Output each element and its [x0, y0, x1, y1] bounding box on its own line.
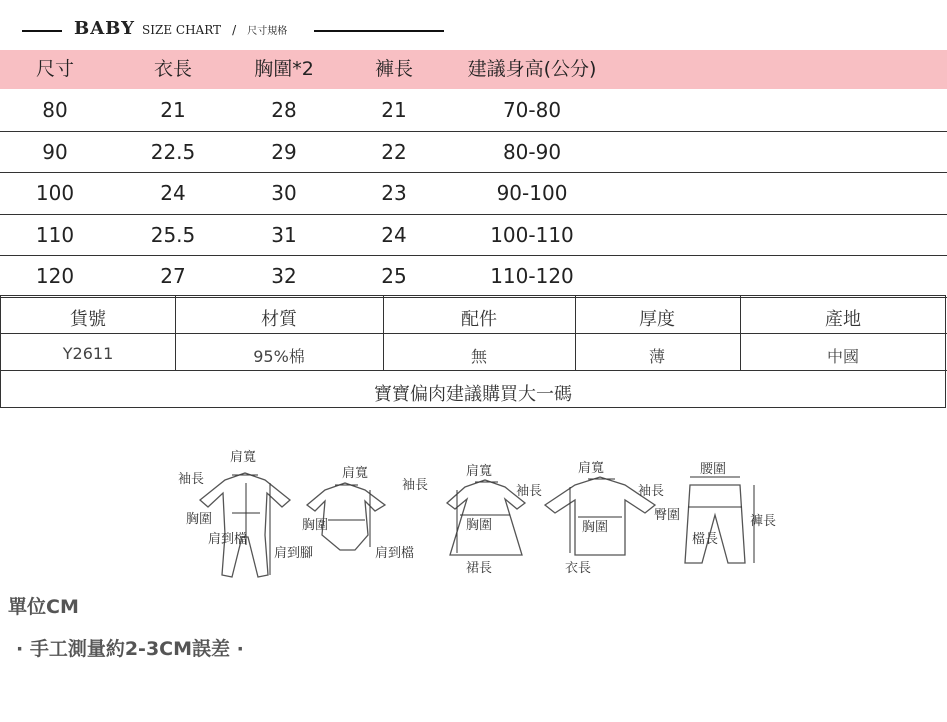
cell-height: 90-100 — [496, 181, 568, 205]
pants-crotch-label: 檔長 — [692, 532, 719, 547]
info-header-material: 材質 — [261, 309, 297, 330]
info-value-origin: 中國 — [826, 347, 860, 366]
header-cn-title: 尺寸規格 — [247, 26, 288, 37]
row-divider — [0, 131, 947, 132]
cell-size: 90 — [42, 139, 68, 164]
info-note: 寶寶偏肉建議購買大一碼 — [374, 384, 572, 405]
cell-size: 100 — [35, 181, 75, 205]
romper-s2foot-label: 肩到腳 — [274, 546, 314, 561]
info-divider — [0, 370, 947, 371]
dress-shoulder-label: 肩寬 — [466, 464, 493, 479]
col-header-chest: 胸圍*2 — [254, 58, 314, 80]
header-rule-right — [314, 30, 444, 32]
info-header-item-no: 貨號 — [70, 309, 106, 330]
measurement-note: · 手工測量約2-3CM誤差 · — [16, 638, 244, 660]
info-value-accessory: 無 — [470, 347, 488, 366]
measurement-diagram — [170, 445, 777, 590]
top-chest-label: 胸圍 — [582, 520, 609, 535]
header-size-chart: SIZE CHART — [142, 23, 222, 37]
header-baby: BABY — [74, 18, 135, 39]
cell-size: 120 — [35, 264, 75, 288]
cell-length: 22.5 — [150, 139, 196, 164]
romper-shoulder-label: 肩寬 — [230, 450, 257, 465]
cell-pants: 22 — [381, 139, 407, 164]
pants-waist-label: 腰圍 — [700, 462, 727, 477]
cell-chest: 32 — [271, 264, 297, 288]
cell-chest: 28 — [271, 98, 297, 122]
bodysuit-shoulder-label: 肩寬 — [342, 466, 369, 481]
pants-outline — [685, 485, 745, 563]
info-divider — [0, 333, 947, 334]
info-col-divider — [575, 295, 576, 371]
pants-hip-label: 臀圍 — [654, 508, 681, 523]
col-header-length: 衣長 — [153, 58, 193, 80]
info-col-divider — [175, 295, 176, 371]
cell-pants: 23 — [381, 181, 407, 205]
cell-chest: 29 — [271, 139, 297, 164]
romper-outline — [200, 473, 290, 577]
info-value-material: 95%棉 — [253, 347, 305, 366]
info-header-accessory: 配件 — [461, 309, 497, 330]
bodysuit-chest-label: 胸圍 — [302, 518, 329, 533]
cell-height: 110-120 — [490, 264, 574, 288]
cell-pants: 24 — [381, 222, 407, 247]
info-col-divider — [383, 295, 384, 371]
dress-sleeve-label: 袖長 — [516, 484, 543, 499]
top-sleeve-label: 袖長 — [638, 484, 665, 499]
cell-height: 100-110 — [490, 222, 574, 247]
pants-length-label: 褲長 — [750, 514, 777, 529]
romper-s2crotch-label: 肩到檔 — [208, 532, 248, 547]
col-header-height: 建議身高(公分) — [467, 58, 597, 80]
cell-chest: 30 — [271, 181, 297, 205]
info-header-origin: 產地 — [825, 309, 861, 330]
dress-chest-label: 胸圍 — [466, 518, 493, 533]
romper-chest-label: 胸圍 — [186, 512, 213, 527]
romper-sleeve-label: 袖長 — [178, 472, 205, 487]
col-header-pants: 褲長 — [374, 58, 414, 80]
row-divider — [0, 214, 947, 215]
bodysuit-sleeve-label: 袖長 — [402, 478, 429, 493]
info-value-thickness: 薄 — [648, 347, 666, 366]
info-value-item-no: Y2611 — [62, 344, 114, 363]
cell-length: 25.5 — [150, 222, 196, 247]
unit-label: 單位CM — [8, 596, 79, 618]
dress-skirt-label: 裙長 — [466, 561, 493, 576]
cell-height: 80-90 — [502, 139, 562, 164]
cell-height: 70-80 — [502, 98, 562, 122]
bodysuit-s2crotch-label: 肩到檔 — [375, 546, 415, 561]
header-rule-left — [22, 30, 62, 32]
header-slash: / — [232, 23, 237, 37]
cell-length: 21 — [160, 98, 186, 122]
row-divider — [0, 172, 947, 173]
cell-length: 24 — [160, 181, 186, 205]
info-header-thickness: 厚度 — [639, 309, 675, 330]
cell-size: 80 — [42, 98, 68, 122]
bodysuit-outline — [307, 483, 385, 550]
cell-pants: 21 — [381, 98, 407, 122]
col-header-size: 尺寸 — [35, 58, 75, 80]
header-title — [74, 18, 287, 39]
size-chart-header — [22, 18, 442, 44]
cell-pants: 25 — [381, 264, 407, 288]
cell-chest: 31 — [271, 222, 297, 247]
row-divider — [0, 255, 947, 256]
top-shoulder-label: 肩寬 — [578, 461, 605, 476]
cell-length: 27 — [160, 264, 186, 288]
top-length-label: 衣長 — [565, 561, 592, 576]
info-col-divider — [740, 295, 741, 371]
measurement-diagram-svg — [170, 445, 777, 590]
cell-size: 110 — [35, 222, 75, 247]
